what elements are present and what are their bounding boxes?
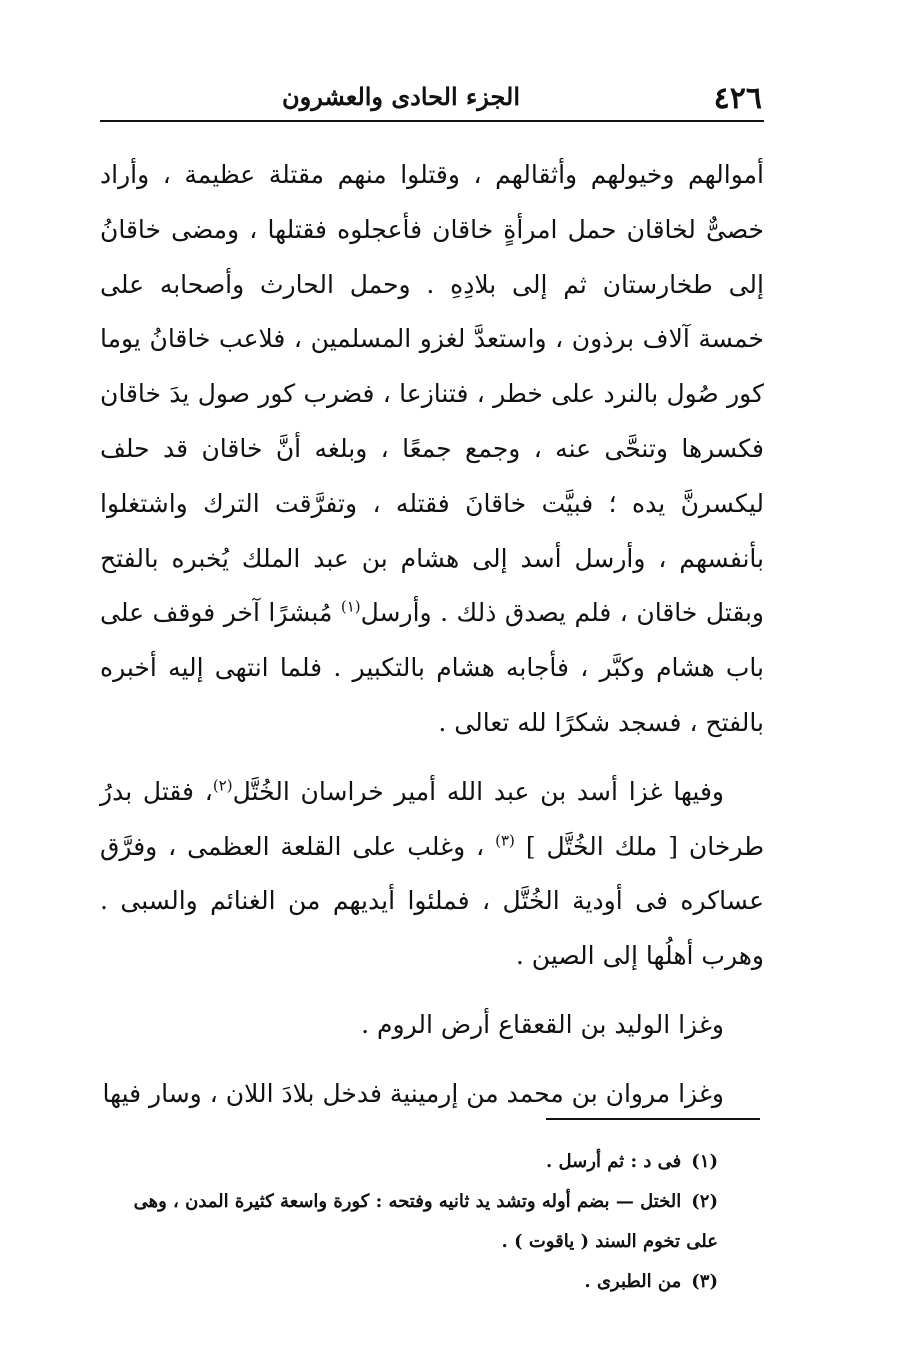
footnote-ref-3: (٣) xyxy=(495,831,515,850)
paragraph-2 xyxy=(100,765,764,984)
footnote-number: (٢) xyxy=(691,1191,718,1212)
footnote-ref-1: (١) xyxy=(340,598,361,617)
paragraph-3: وغزا الوليد بن القعقاع أرض الروم . xyxy=(361,1009,724,1039)
paragraph-1-text: أموالهم وخيولهم وأثقالهم ، وقتلوا منهم مقتلة عظيمة ، وأراد خصىٌّ لخاقان حمل امرأةٍ خاقان فأعجلوه فقتلها ، ومضى خاقانُ إلى طخارستان ثم إلى بلادِهِ . وحمل الحارث وأصحابه على خمسة آلاف برذون ، واستعدَّ لغزو المسلمين ، فلاعب خاقانُ يوما كور صُول بالنرد على خطر ، فتنازعا ، فضرب كور صول يدَ خاقان فكسرها وتنحَّى عنه ، وجمع جمعًا ، وبلغه أنَّ خاقان قد حلف ليكسرنَّ يده ؛ فبيَّت خاقانَ فقتله ، وتفرَّقت الترك واشتغلوا بأنفسهم ، وأرسل أسد إلى هشام بن عبد الملك يُخبره بالفتح وبقتل خاقان ، فلم يصدق ذلك . وأرسل xyxy=(100,160,764,628)
paragraph-2-part-b: ، فقتل بدرُ طرخان [ ملك الخُتَّل ] xyxy=(100,776,765,861)
footnote-number: (١) xyxy=(691,1151,718,1172)
footnote-3 xyxy=(100,1262,764,1302)
page-number: ٤٢٦ xyxy=(713,81,762,116)
footnotes xyxy=(100,1142,764,1302)
footnote-rule xyxy=(546,1118,760,1120)
footnote-text: فى د : ثم أرسل . xyxy=(546,1151,682,1172)
header-rule xyxy=(100,120,764,122)
footnote-text: من الطبرى . xyxy=(584,1271,682,1292)
paragraph-4: وغزا مروان بن محمد من إرمينية فدخل بلادَ اللان ، وسار فيها xyxy=(102,1078,724,1108)
page-header xyxy=(100,72,762,118)
paragraph-1-continuation: مُبشرًا آخر فوقف على باب هشام وكبَّر ، فأجابه هشام بالتكبير . فلما انتهى إليه أخبره بالفتح ، فسجد شكرًا لله تعالى . xyxy=(100,598,764,737)
paragraph-gap xyxy=(100,1053,764,1067)
paragraph-gap xyxy=(100,984,764,998)
footnote-2 xyxy=(100,1182,764,1262)
footnote-text: الختل — بضم أوله وتشد يد ثانيه وفتحه : كورة واسعة كثيرة المدن ، وهى على تخوم السند ( ياقوت ) . xyxy=(133,1191,718,1252)
paragraph-2-part-a: وفيها غزا أسد بن عبد الله أمير خراسان الخُتَّل xyxy=(232,776,724,806)
paragraph-gap xyxy=(100,751,764,765)
paragraph-2-part-c: ، وغلب على القلعة العظمى ، وفرَّق عساكره فى أودية الخُتَّل ، فملئوا أيديهم من الغنائم والسبى . وهرب أهلُها إلى الصين . xyxy=(100,831,764,971)
footnote-1 xyxy=(100,1142,764,1182)
footnote-ref-2: (٢) xyxy=(212,776,233,795)
running-title: الجزء الحادى والعشرون xyxy=(282,82,520,111)
body-text xyxy=(100,148,764,1122)
footnote-number: (٣) xyxy=(691,1271,718,1292)
paragraph-1 xyxy=(100,148,764,751)
